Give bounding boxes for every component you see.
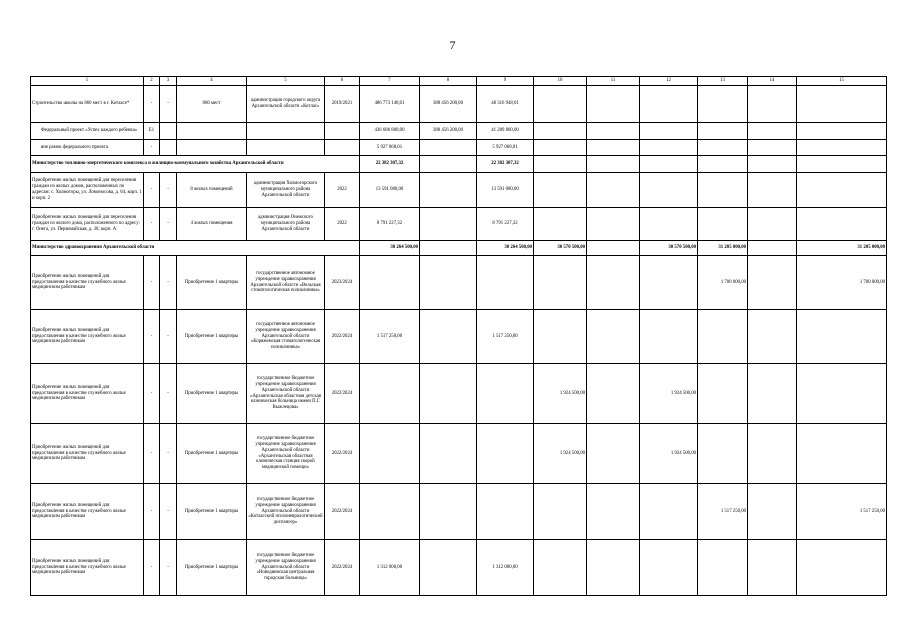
period-cell: 2022/2024: [325, 540, 360, 596]
amount-cell: 5 927 068,01: [360, 140, 420, 156]
cell: [534, 140, 587, 156]
cell: [640, 123, 698, 140]
cell: [177, 123, 247, 140]
cell: [587, 310, 640, 364]
cell: [797, 140, 887, 156]
amount-cell: 1 517 250,00: [797, 484, 887, 540]
cell: [748, 86, 797, 123]
section-total: 30 264 500,00: [477, 241, 534, 256]
object-name: Приобретение жилых помещений для предоставления в качестве служебного жилья медицинским работникам: [31, 364, 144, 424]
amount-cell: 388 456 200,00: [420, 123, 477, 140]
column-number: 3: [160, 77, 177, 86]
amount-cell: [640, 310, 698, 364]
column-number: 14: [748, 77, 797, 86]
cell: -: [160, 208, 177, 241]
page-number: 7: [449, 38, 456, 52]
amount-cell: 1 924 500,00: [640, 364, 698, 424]
amount-cell: 1 700 000,00: [698, 256, 748, 310]
cell: [325, 140, 360, 156]
amount-cell: [698, 424, 748, 484]
cell: [748, 241, 797, 256]
customer-cell: государственное бюджетное учреждение здравоохранения Архангельской области «Архангельская областная клиническая станция скорой медицинской помощи»: [247, 424, 325, 484]
customer-cell: государственное бюджетное учреждение здравоохранения Архангельской области «Котласский психоневрологический диспансер»: [247, 484, 325, 540]
cell: [797, 86, 887, 123]
cell: [420, 424, 477, 484]
cell: [587, 484, 640, 540]
customer-cell: государственное бюджетное учреждение здравоохранения Архангельской области «Архангельская областная детская клиническая больница имени П.Г. Выжлецова»: [247, 364, 325, 424]
cell: [587, 123, 640, 140]
cell: [640, 86, 698, 123]
table-row: [31, 140, 887, 156]
column-number: 15: [797, 77, 887, 86]
section-total: 22 382 307,32: [360, 156, 420, 173]
amount-cell: 1 924 500,00: [534, 424, 587, 484]
cell: -: [160, 484, 177, 540]
object-name: Федеральный проект «Успех каждого ребенка»: [31, 123, 144, 140]
cell: [748, 140, 797, 156]
amount-cell: 13 591 080,00: [477, 173, 534, 208]
capacity-cell: 8 жилых помещений: [177, 173, 247, 208]
cell: [748, 256, 797, 310]
object-name: Приобретение жилых помещений для предоставления в качестве служебного жилья медицинским работникам: [31, 310, 144, 364]
cell: [797, 123, 887, 140]
cell: -: [144, 256, 160, 310]
cell: [325, 123, 360, 140]
amount-cell: [477, 256, 534, 310]
period-cell: 2022/2024: [325, 310, 360, 364]
amount-cell: 1 312 000,00: [477, 540, 534, 596]
cell: -: [160, 424, 177, 484]
customer-cell: администрация Онежского муниципального района Архангельской области: [247, 208, 325, 241]
cell: [698, 140, 748, 156]
column-number: 1: [31, 77, 144, 86]
section-total: 30 264 500,00: [360, 241, 420, 256]
cell: [587, 140, 640, 156]
cell: [587, 156, 640, 173]
cell: [420, 256, 477, 310]
amount-cell: 436 686 800,00: [360, 123, 420, 140]
amount-cell: 8 791 227,32: [477, 208, 534, 241]
column-number: 2: [144, 77, 160, 86]
cell: [640, 173, 698, 208]
cell: [177, 140, 247, 156]
object-name: Строительство школы на 860 мест в г. Котласе*: [31, 86, 144, 123]
capacity-cell: Приобретение 1 квартиры: [177, 540, 247, 596]
cell: -: [144, 540, 160, 596]
cell: [587, 364, 640, 424]
object-name: вне рамок федерального проекта: [31, 140, 144, 156]
period-cell: 2019/2021: [325, 86, 360, 123]
amount-cell: [477, 484, 534, 540]
cell: -: [160, 540, 177, 596]
cell: -: [144, 208, 160, 241]
cell: [698, 86, 748, 123]
customer-cell: государственное автономное учреждение здравоохранения Архангельской области «Вельская стоматологическая поликлиника»: [247, 256, 325, 310]
table-row: [31, 86, 887, 123]
capacity-cell: 4 жилых помещения: [177, 208, 247, 241]
amount-cell: [534, 540, 587, 596]
amount-cell: 13 591 080,00: [360, 173, 420, 208]
amount-cell: 486 773 148,01: [360, 86, 420, 123]
amount-cell: [360, 364, 420, 424]
object-name: Приобретение жилых помещений для предоставления в качестве служебного жилья медицинским работникам: [31, 424, 144, 484]
amount-cell: [698, 364, 748, 424]
amount-cell: [360, 424, 420, 484]
cell: [748, 208, 797, 241]
amount-cell: [477, 424, 534, 484]
table-row: [31, 364, 887, 424]
cell: [420, 208, 477, 241]
amount-cell: [698, 540, 748, 596]
cell: [247, 140, 325, 156]
table-row: [31, 310, 887, 364]
cell: [534, 173, 587, 208]
amount-cell: [698, 310, 748, 364]
cell: [247, 123, 325, 140]
cell: -: [144, 140, 160, 156]
cell: [534, 86, 587, 123]
cell: [587, 256, 640, 310]
column-number: 5: [247, 77, 325, 86]
cell: [640, 208, 698, 241]
cell: [587, 540, 640, 596]
section-total: 22 382 307,32: [477, 156, 534, 173]
amount-cell: [360, 484, 420, 540]
period-cell: 2022: [325, 208, 360, 241]
cell: [748, 123, 797, 140]
amount-cell: 1 517 250,00: [477, 310, 534, 364]
cell: Е1: [144, 123, 160, 140]
customer-cell: государственное бюджетное учреждение здравоохранения Архангельской области «Новодвинская центральная городская больница»: [247, 540, 325, 596]
cell: [587, 424, 640, 484]
cell: [748, 364, 797, 424]
cell: -: [160, 173, 177, 208]
cell: [534, 123, 587, 140]
amount-cell: 1 517 250,00: [698, 484, 748, 540]
cell: [587, 208, 640, 241]
cell: [160, 140, 177, 156]
cell: [640, 156, 698, 173]
amount-cell: [640, 540, 698, 596]
cell: -: [160, 256, 177, 310]
cell: [748, 310, 797, 364]
cell: [587, 173, 640, 208]
cell: [797, 156, 887, 173]
cell: [797, 208, 887, 241]
cell: [748, 156, 797, 173]
column-number: 11: [587, 77, 640, 86]
cell: [748, 173, 797, 208]
cell: -: [144, 86, 160, 123]
column-number: 6: [325, 77, 360, 86]
column-number: 9: [477, 77, 534, 86]
amount-cell: [534, 484, 587, 540]
table-row: [31, 540, 887, 596]
cell: [698, 123, 748, 140]
section-row: [31, 241, 887, 256]
amount-cell: [797, 310, 887, 364]
cell: -: [144, 484, 160, 540]
cell: [420, 540, 477, 596]
period-cell: 2022/2024: [325, 484, 360, 540]
cell: -: [144, 173, 160, 208]
amount-cell: 48 316 948,01: [477, 86, 534, 123]
period-cell: 2023/2024: [325, 256, 360, 310]
capacity-cell: Приобретение 1 квартиры: [177, 484, 247, 540]
amount-cell: [360, 256, 420, 310]
cell: [420, 484, 477, 540]
amount-cell: [640, 484, 698, 540]
amount-cell: [797, 364, 887, 424]
customer-cell: государственное автономное учреждение здравоохранения Архангельской области «Коряжемская стоматологическая поликлиника»: [247, 310, 325, 364]
section-total: 31 205 000,00: [698, 241, 748, 256]
cell: -: [160, 86, 177, 123]
amount-cell: [797, 424, 887, 484]
financing-table: [30, 76, 887, 596]
amount-cell: 388 456 200,00: [420, 86, 477, 123]
table-row: [31, 123, 887, 140]
customer-cell: администрация городского округа Архангельской области «Котлас»: [247, 86, 325, 123]
capacity-cell: Приобретение 1 квартиры: [177, 364, 247, 424]
capacity-cell: 860 мест: [177, 86, 247, 123]
cell: -: [144, 310, 160, 364]
amount-cell: 1 924 500,00: [640, 424, 698, 484]
cell: -: [160, 364, 177, 424]
section-total: 30 570 500,00: [640, 241, 698, 256]
cell: [420, 156, 477, 173]
amount-cell: [640, 256, 698, 310]
amount-cell: [534, 256, 587, 310]
cell: [748, 540, 797, 596]
cell: -: [144, 424, 160, 484]
section-title: Министерство топливно-энергетического комплекса и жилищно-коммунального хозяйства Архангельской области: [31, 156, 360, 173]
cell: [748, 484, 797, 540]
cell: [420, 173, 477, 208]
cell: [420, 364, 477, 424]
cell: [534, 208, 587, 241]
column-number: 12: [640, 77, 698, 86]
column-number: 13: [698, 77, 748, 86]
column-number: 10: [534, 77, 587, 86]
amount-cell: 41 289 800,00: [477, 123, 534, 140]
amount-cell: 5 927 068,01: [477, 140, 534, 156]
cell: [420, 241, 477, 256]
column-number: 8: [420, 77, 477, 86]
section-total: 31 205 000,00: [797, 241, 887, 256]
cell: [160, 123, 177, 140]
cell: [587, 86, 640, 123]
cell: [698, 208, 748, 241]
period-cell: 2022: [325, 173, 360, 208]
object-name: Приобретение жилых помещений для переселения граждан из жилых домов, расположенных по адресам: с. Холмогоры, ул. Ломоносова, д. 64, корп. 1 и корп. 2: [31, 173, 144, 208]
section-row: [31, 156, 887, 173]
customer-cell: администрация Холмогорского муниципального района Архангельской области: [247, 173, 325, 208]
cell: [698, 173, 748, 208]
table-row: [31, 484, 887, 540]
section-total: 30 570 500,00: [534, 241, 587, 256]
capacity-cell: Приобретение 1 квартиры: [177, 424, 247, 484]
cell: -: [160, 310, 177, 364]
object-name: Приобретение жилых помещений для переселения граждан из жилого дома, расположенного по адресу: г. Онега, ул. Первомайская, д. 30, корп. А: [31, 208, 144, 241]
column-number-row: [31, 77, 887, 86]
amount-cell: 1 312 000,00: [360, 540, 420, 596]
cell: [698, 156, 748, 173]
table-row: [31, 208, 887, 241]
table-row: [31, 173, 887, 208]
column-number: 4: [177, 77, 247, 86]
amount-cell: [477, 364, 534, 424]
table-row: [31, 424, 887, 484]
amount-cell: [420, 140, 477, 156]
capacity-cell: Приобретение 1 квартиры: [177, 310, 247, 364]
amount-cell: [797, 540, 887, 596]
cell: [748, 424, 797, 484]
object-name: Приобретение жилых помещений для предоставления в качестве служебного жилья медицинским работникам: [31, 256, 144, 310]
cell: [640, 140, 698, 156]
object-name: Приобретение жилых помещений для предоставления в качестве служебного жилья медицинским работникам: [31, 540, 144, 596]
amount-cell: 1 700 000,00: [797, 256, 887, 310]
cell: [587, 241, 640, 256]
column-number: 7: [360, 77, 420, 86]
section-title: Министерство здравоохранения Архангельской области: [31, 241, 360, 256]
amount-cell: 1 924 500,00: [534, 364, 587, 424]
cell: [797, 173, 887, 208]
amount-cell: 8 791 227,32: [360, 208, 420, 241]
amount-cell: 1 517 250,00: [360, 310, 420, 364]
capacity-cell: Приобретение 1 квартиры: [177, 256, 247, 310]
period-cell: 2022/2024: [325, 364, 360, 424]
object-name: Приобретение жилых помещений для предоставления в качестве служебного жилья медицинским работникам: [31, 484, 144, 540]
cell: -: [144, 364, 160, 424]
cell: [534, 156, 587, 173]
amount-cell: [534, 310, 587, 364]
cell: [420, 310, 477, 364]
table-row: [31, 256, 887, 310]
period-cell: 2022/2024: [325, 424, 360, 484]
